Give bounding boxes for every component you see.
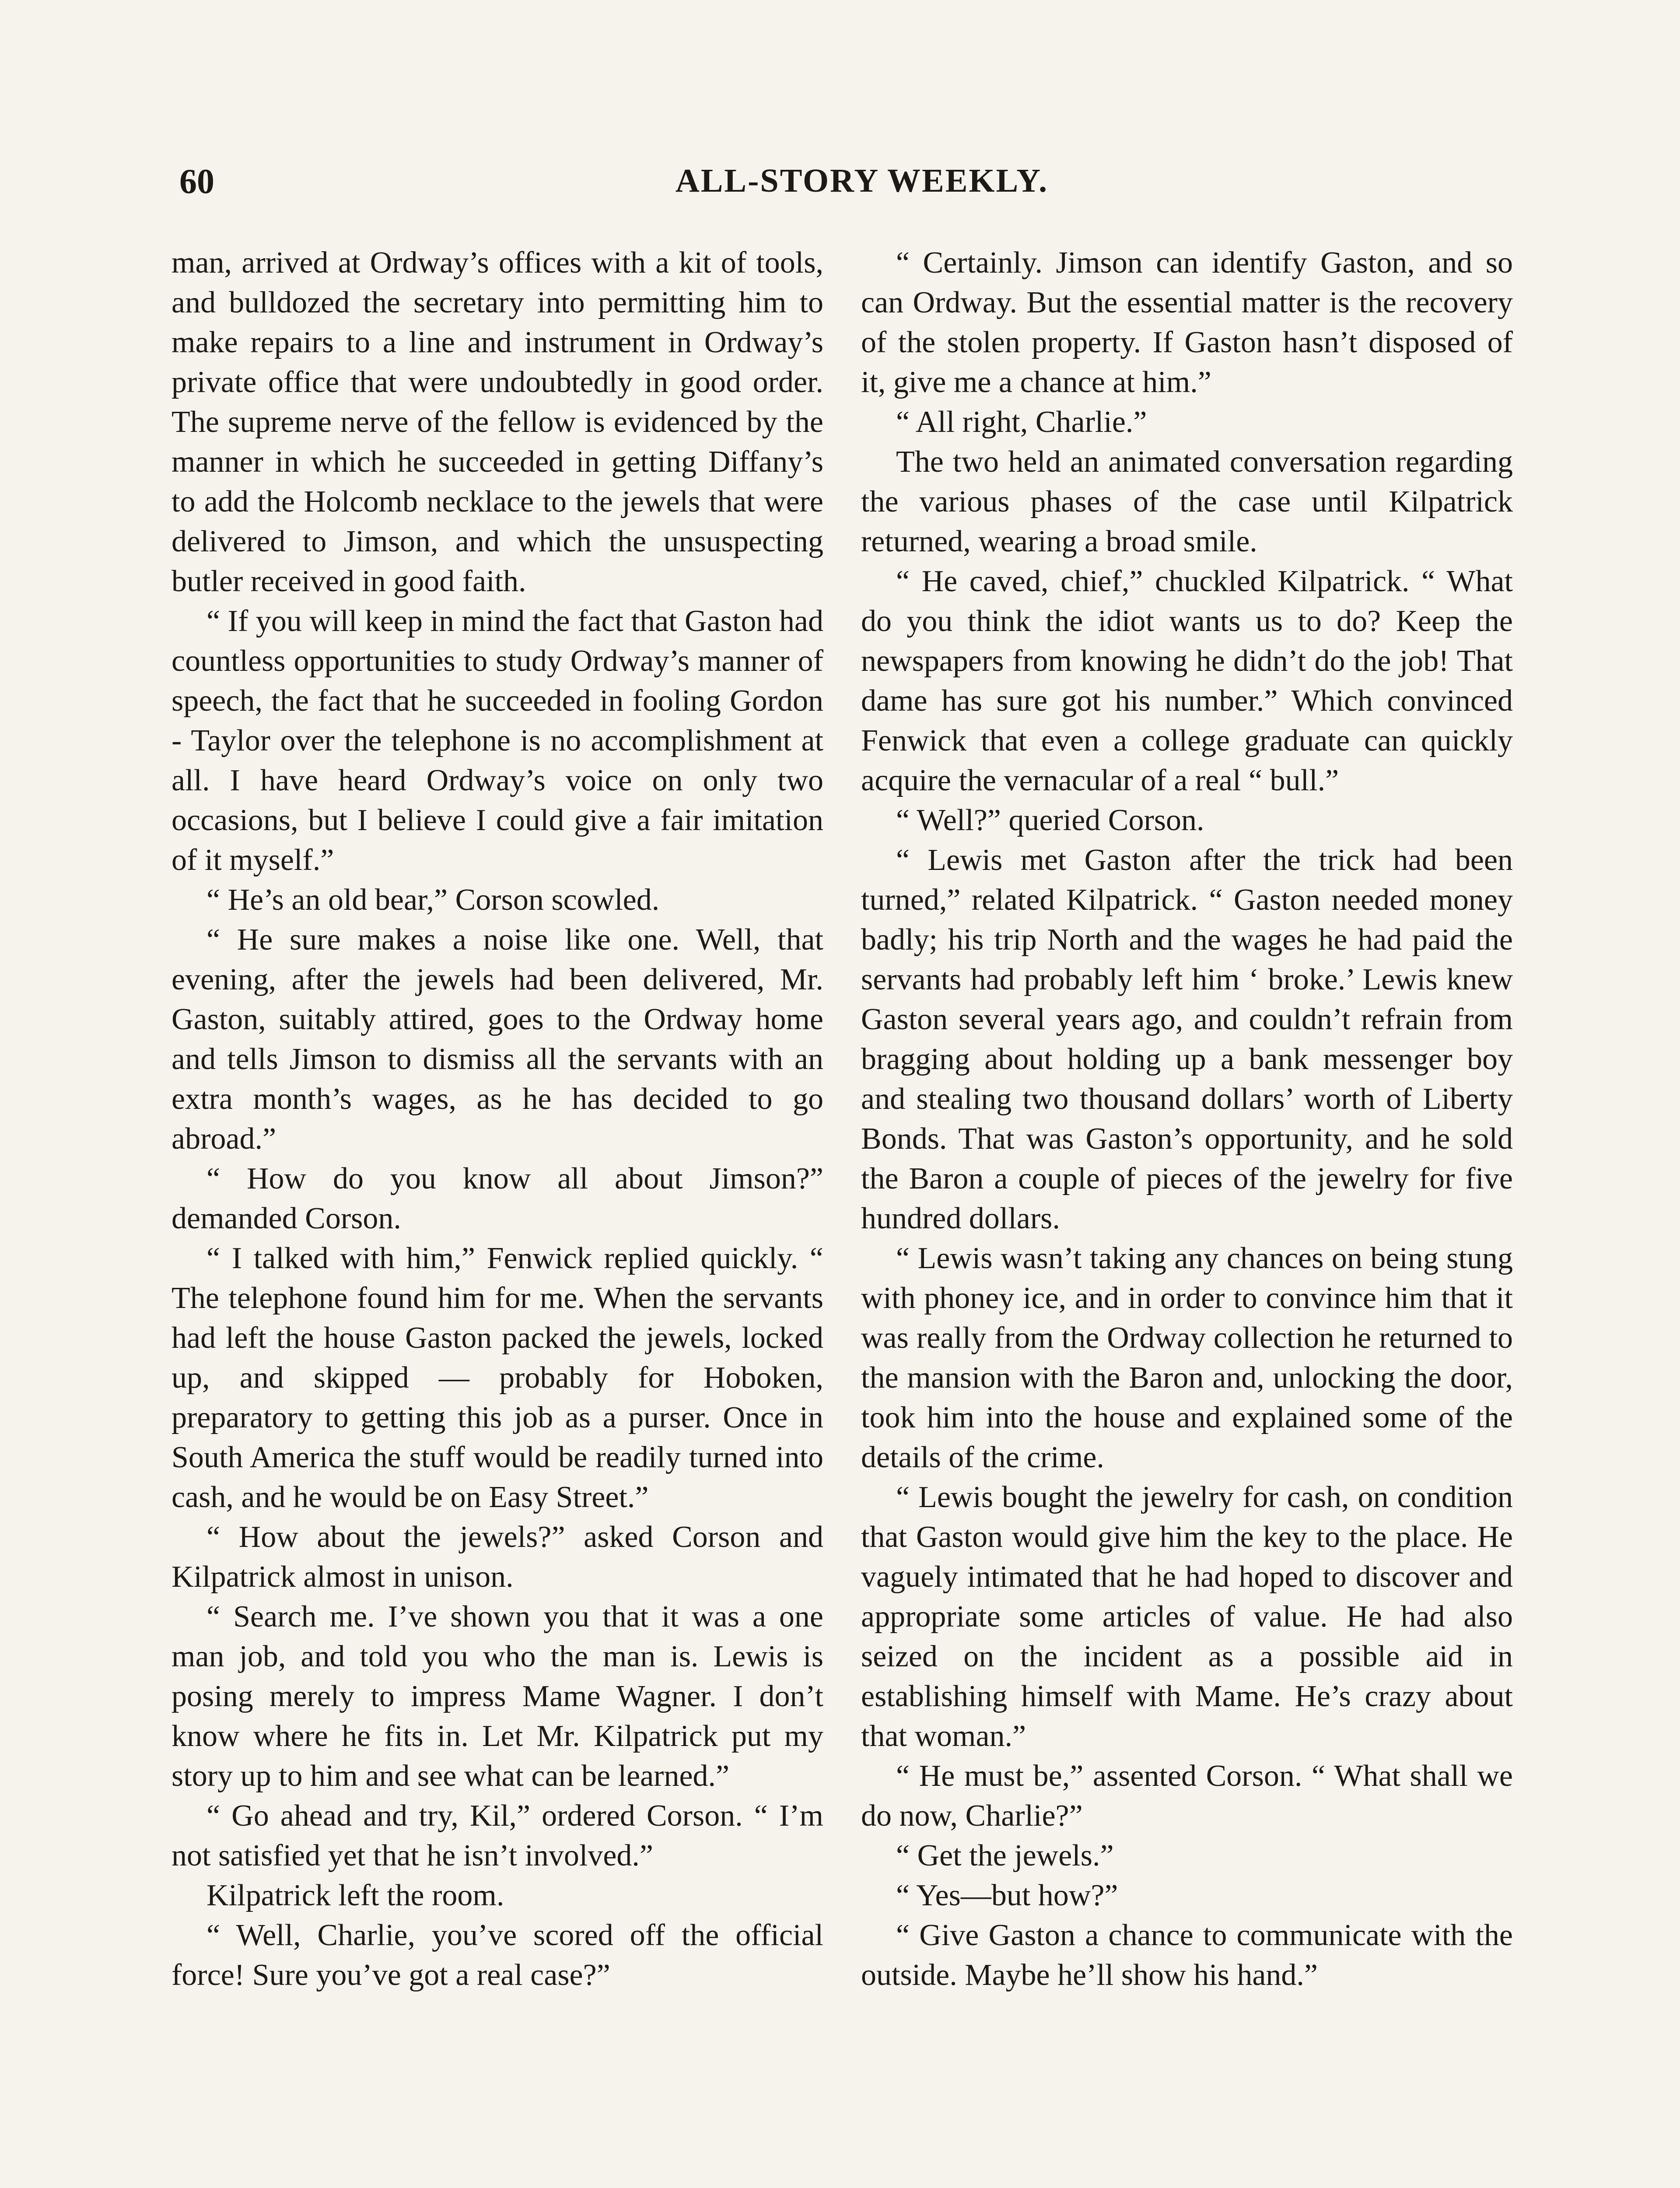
paragraph: “ Lewis wasn’t taking any chances on being stung with phoney ice, and in order to convince him that it was really from the Ordway collection he returned to the mansion with the Baron and, unlocking the door, took him into the house and explained some of the details of the crime. (861, 1241, 1513, 1474)
paragraph: “ Give Gaston a chance to communicate with the outside. Maybe he’ll show his hand.” (861, 1918, 1513, 1992)
paragraph: “ Go ahead and try, Kil,” ordered Corson. “ I’m not satisfied yet that he isn’t involved.” (172, 1799, 823, 1872)
paragraph: “ He caved, chief,” chuckled Kilpatrick. “ What do you think the idiot wants us to do? Keep the newspapers from knowing he didn’t do the job! That dame has sure got his number.” Which convinced Fenwick that even a college graduate can quickly acquire the vernacular of a real “ bull.” (861, 565, 1513, 797)
paragraph: “ He sure makes a noise like one. Well, that evening, after the jewels had been delivered, Mr. Gaston, suitably attired, goes to the Ordway home and tells Jimson to dismiss all the servants with an extra month’s wages, as he has decided to go abroad.” (172, 923, 823, 1156)
paragraph: “ All right, Charlie.” (896, 405, 1147, 439)
page-number: 60 (179, 162, 214, 201)
paragraph: “ Search me. I’ve shown you that it was a one man job, and told you who the man is. Lewis is posing merely to impress Mame Wagner. I don’t know where he fits in. Let Mr. Kilpatrick put my story up to him and see what can be learned.” (172, 1600, 823, 1793)
paragraph: “ If you will keep in mind the fact that Gaston had countless opportunities to study Ordway’s manner of speech, the fact that he succeeded in fooling Gordon - Taylor over the telephone is no accomplishment at all. I have heard Ordway’s voice on only two occasions, but I believe I could give a fair imitation of it myself.” (172, 604, 823, 877)
paragraph: “ Well?” queried Corson. (896, 803, 1204, 837)
running-head: ALL-STORY WEEKLY. (675, 162, 1049, 199)
paragraph: The two held an animated conversation regarding the various phases of the case until Kilpatrick returned, wearing a broad smile. (861, 445, 1513, 558)
paragraph: “ How do you know all about Jimson?” demanded Corson. (172, 1162, 823, 1235)
paragraph: “ Well, Charlie, you’ve scored off the official force! Sure you’ve got a real case?” (172, 1918, 823, 1992)
paragraph: Kilpatrick left the room. (206, 1879, 504, 1912)
paragraph: “ Yes—but how?” (896, 1879, 1118, 1912)
right-column (861, 243, 1513, 1995)
paragraph: “ Lewis met Gaston after the trick had been turned,” related Kilpatrick. “ Gaston needed money badly; his trip North and the wages he had paid the servants had probably left him ‘ broke.’ Lewis knew Gaston several years ago, and couldn’t refrain from bragging about holding up a bank messenger boy and stealing two thousand dollars’ worth of Liberty Bonds. That was Gaston’s opportunity, and he sold the Baron a couple of pieces of the jewelry for five hundred dollars. (861, 843, 1513, 1235)
left-column (172, 243, 823, 1995)
paragraph: man, arrived at Ordway’s offices with a kit of tools, and bulldozed the secretary into permitting him to make repairs to a line and instrument in Ordway’s private office that were undoubtedly in good order. The supreme nerve of the fellow is evidenced by the manner in which he succeeded in getting Diffany’s to add the Holcomb necklace to the jewels that were delivered to Jimson, and which the unsuspecting butler received in good faith. (172, 246, 823, 598)
paragraph: “ Certainly. Jimson can identify Gaston, and so can Ordway. But the essential matter is the recovery of the stolen property. If Gaston hasn’t disposed of it, give me a chance at him.” (861, 246, 1513, 399)
paragraph: “ He must be,” assented Corson. “ What shall we do now, Charlie?” (861, 1759, 1513, 1833)
paragraph: “ How about the jewels?” asked Corson and Kilpatrick almost in unison. (172, 1520, 823, 1594)
paragraph: “ I talked with him,” Fenwick replied quickly. “ The telephone found him for me. When the servants had left the house Gaston packed the jewels, locked up, and skipped — probably for Hoboken, preparatory to getting this job as a purser. Once in South America the stuff would be readily turned into cash, and he would be on Easy Street.” (172, 1241, 823, 1514)
paragraph: “ Lewis bought the jewelry for cash, on condition that Gaston would give him the key to the place. He vaguely intimated that he had hoped to discover and appropriate some articles of value. He had also seized on the incident as a possible aid in establishing himself with Mame. He’s crazy about that woman.” (861, 1480, 1513, 1753)
paragraph: “ Get the jewels.” (896, 1839, 1114, 1872)
paragraph: “ He’s an old bear,” Corson scowled. (206, 883, 660, 917)
